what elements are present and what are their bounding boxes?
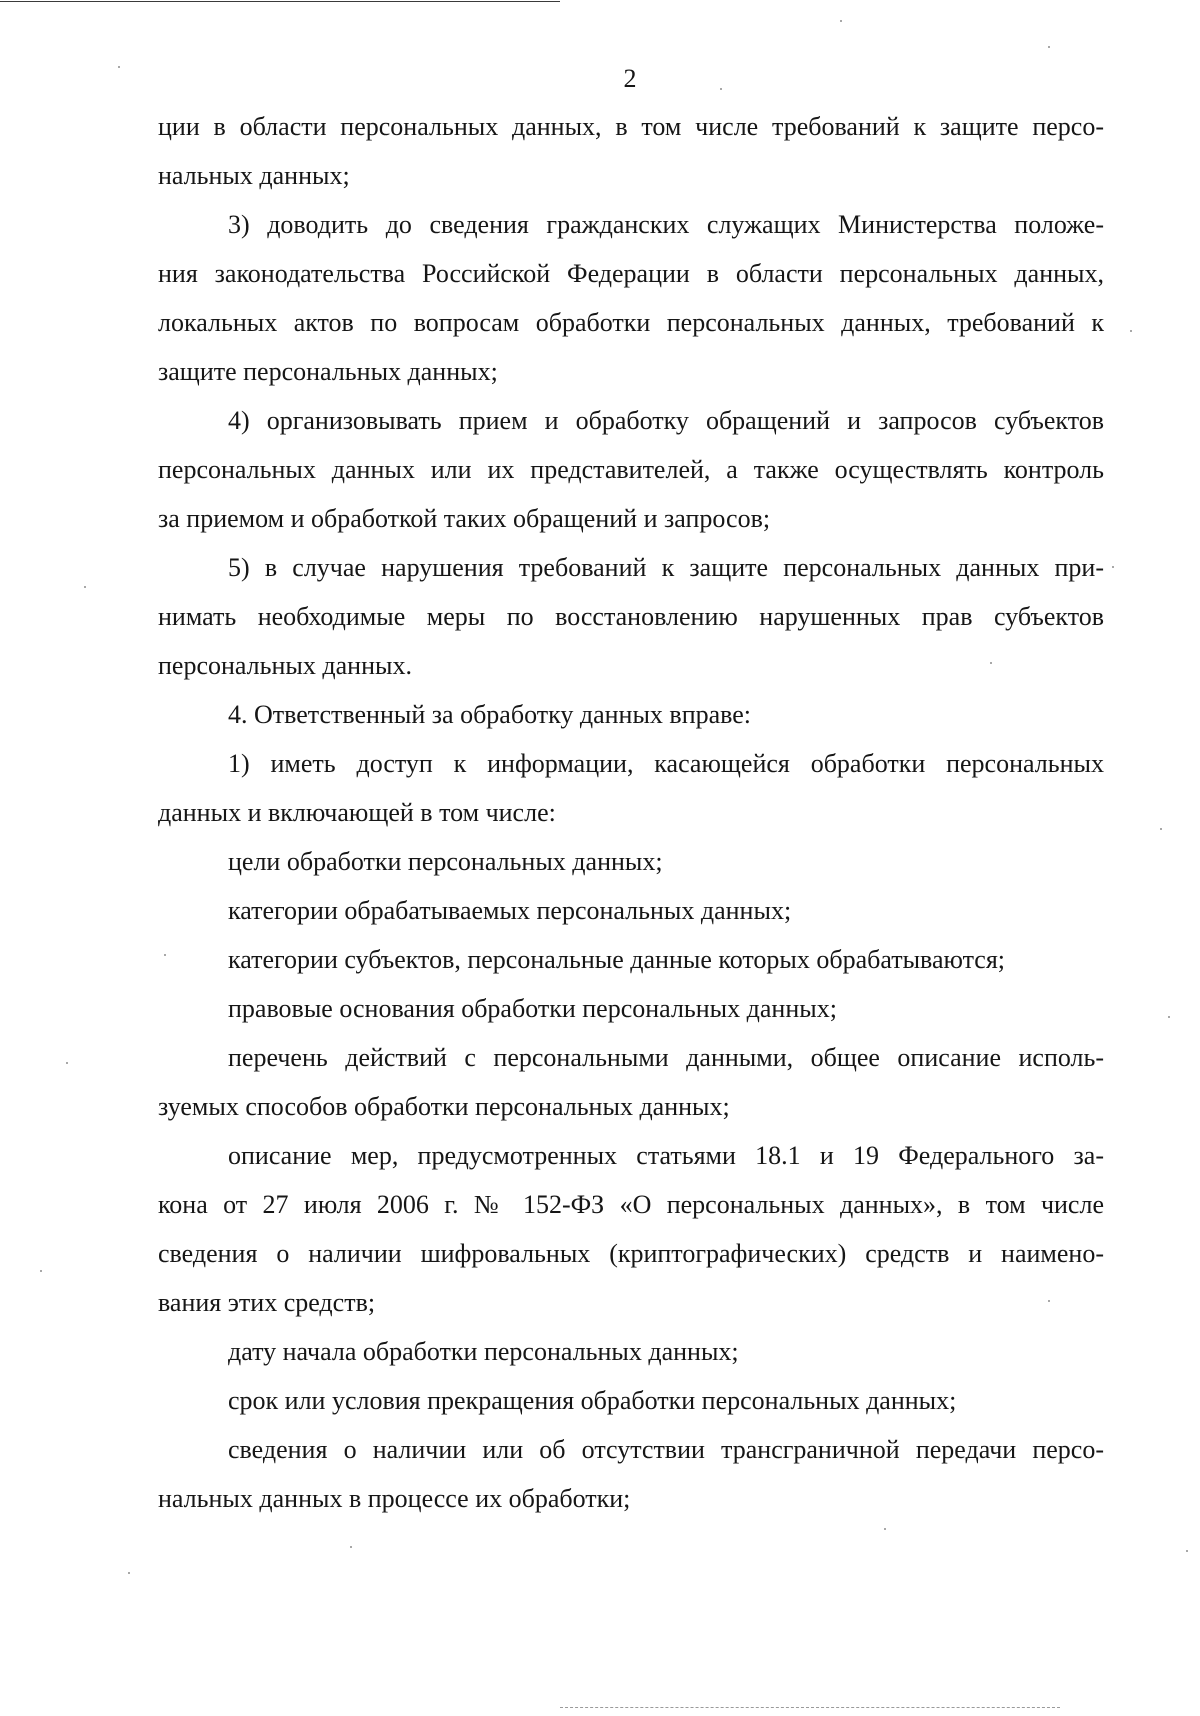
text-line-22: описание мер, предусмотренных статьями 18.1 и 19 Федерального за- <box>228 1141 1104 1170</box>
text-line-21: зуемых способов обработки персональных данных; <box>158 1092 730 1121</box>
scan-speck <box>128 1572 130 1574</box>
scan-speck <box>118 66 120 68</box>
scan-speck <box>1130 330 1132 332</box>
text-line-18: категории субъектов, персональные данные которых обрабатываются; <box>228 945 1006 974</box>
scan-speck <box>66 1062 68 1064</box>
text-line-8: персональных данных или их представителей, а также осуществлять контроль <box>158 455 1104 484</box>
text-line-16: цели обработки персональных данных; <box>228 847 663 876</box>
text-line-17: категории обрабатываемых персональных данных; <box>228 896 792 925</box>
text-line-2: нальных данных; <box>158 161 350 190</box>
text-line-6: защите персональных данных; <box>158 357 498 386</box>
scan-speck <box>1048 1300 1050 1302</box>
text-line-13: 4. Ответственный за обработку данных вправе: <box>228 700 752 729</box>
scan-speck <box>990 662 992 664</box>
scan-speck <box>1168 1016 1170 1018</box>
scan-speck <box>84 586 86 588</box>
text-line-28: сведения о наличии или об отсутствии трансграничной передачи персо- <box>228 1435 1104 1464</box>
text-line-25: вания этих средств; <box>158 1288 376 1317</box>
scan-speck <box>1048 46 1050 48</box>
page-number: 2 <box>623 64 637 93</box>
text-line-24: сведения о наличии шифровальных (криптографических) средств и наимено- <box>158 1239 1104 1268</box>
text-line-23: кона от 27 июля 2006 г. № 152-ФЗ «О персональных данных», в том числе <box>158 1190 1104 1219</box>
text-line-10: 5) в случае нарушения требований к защите персональных данных при- <box>228 553 1104 582</box>
scan-speck <box>1112 566 1114 568</box>
text-line-1: ции в области персональных данных, в том числе требований к защите персо- <box>158 112 1104 141</box>
scan-bottom-edge-line <box>560 1707 1060 1708</box>
text-line-5: локальных актов по вопросам обработки персональных данных, требований к <box>158 308 1104 337</box>
text-line-4: ния законодательства Российской Федерации в области персональных данных, <box>158 259 1104 288</box>
scan-speck <box>720 88 722 90</box>
text-line-14: 1) иметь доступ к информации, касающейся обработки персональных <box>228 749 1104 778</box>
text-line-12: персональных данных. <box>158 651 412 680</box>
text-line-20: перечень действий с персональными данными, общее описание исполь- <box>228 1043 1104 1072</box>
scan-speck <box>840 20 842 22</box>
text-line-29: нальных данных в процессе их обработки; <box>158 1484 631 1513</box>
scan-speck <box>1186 1550 1188 1552</box>
scan-top-edge-line <box>0 1 560 2</box>
scan-speck <box>164 954 166 956</box>
scan-speck <box>350 1546 352 1548</box>
text-line-3: 3) доводить до сведения гражданских служащих Министерства положе- <box>228 210 1104 239</box>
document-body <box>158 102 1104 1523</box>
scan-speck <box>1160 828 1162 830</box>
scan-speck <box>884 1528 886 1530</box>
text-line-19: правовые основания обработки персональных данных; <box>228 994 837 1023</box>
text-line-7: 4) организовывать прием и обработку обращений и запросов субъектов <box>228 406 1104 435</box>
text-line-9: за приемом и обработкой таких обращений и запросов; <box>158 504 771 533</box>
text-line-27: срок или условия прекращения обработки персональных данных; <box>228 1386 957 1415</box>
scan-speck <box>40 1270 42 1272</box>
text-line-15: данных и включающей в том числе: <box>158 798 556 827</box>
text-line-11: нимать необходимые меры по восстановлению нарушенных прав субъектов <box>158 602 1104 631</box>
text-line-26: дату начала обработки персональных данных; <box>228 1337 739 1366</box>
